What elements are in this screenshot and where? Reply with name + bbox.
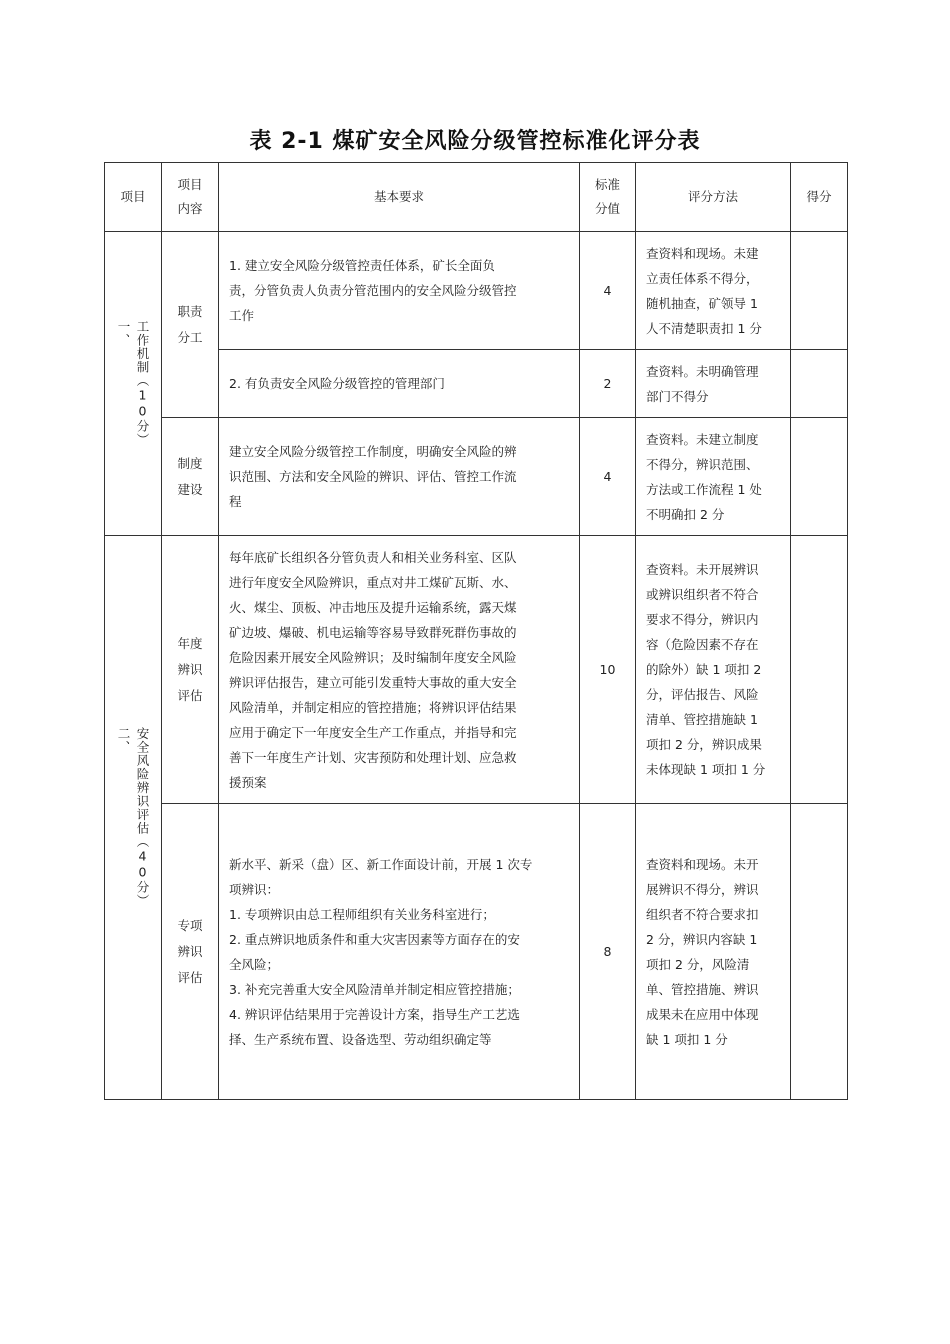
method-cell: 查资料。未开展辨识 或辨识组织者不符合 要求不得分，辨识内 容（危险因素不存在 的除外）缺 1 项扣 2 分，评估报告、风险 清单、管控措施缺 1 项扣 2 分，辨识成果 未体现缺 1 项扣 1 分	[636, 536, 791, 804]
standard-score: 2	[580, 350, 636, 418]
standard-score: 4	[580, 418, 636, 536]
section-label: 二、 安全风险辨识评估（40分）	[105, 536, 162, 1100]
item-content: 年度辨识评估	[162, 536, 219, 804]
method-cell: 查资料。未明确管理 部门不得分	[636, 350, 791, 418]
header-score: 得分	[791, 163, 848, 232]
method-cell: 查资料和现场。未开 展辨识不得分，辨识 组织者不符合要求扣 2 分，辨识内容缺 1 项扣 2 分，风险清 单、管控措施、辨识 成果未在应用中体现 缺 1 项扣 1 分	[636, 804, 791, 1100]
requirement-cell: 建立安全风险分级管控工作制度，明确安全风险的辨 识范围、方法和安全风险的辨识、评估、管控工作流 程	[219, 418, 580, 536]
standard-score: 4	[580, 232, 636, 350]
table-row	[105, 804, 848, 1100]
requirement-cell: 每年底矿长组织各分管负责人和相关业务科室、区队 进行年度安全风险辨识，重点对井工煤矿瓦斯、水、 火、煤尘、顶板、冲击地压及提升运输系统，露天煤 矿边坡、爆破、机电运输等容易导致群死群伤事故的 危险因素开展安全风险辨识；及时编制年度安全风险 辨识评估报告，建立可能引发重特大事故的重大安全 风险清单，并制定相应的管控措施；将辨识评估结果 应用于确定下一年度安全生产工作重点，并指导和完 善下一年度生产计划、灾害预防和处理计划、应急救 援预案	[219, 536, 580, 804]
header-method: 评分方法	[636, 163, 791, 232]
page-title: 表 2-1 煤矿安全风险分级管控标准化评分表	[249, 129, 701, 154]
method-cell: 查资料和现场。未建 立责任体系不得分， 随机抽查，矿领导 1 人不清楚职责扣 1 分	[636, 232, 791, 350]
header-item: 项目	[105, 163, 162, 232]
table-row	[105, 418, 848, 536]
item-content: 制度建设	[162, 418, 219, 536]
header-row	[105, 163, 848, 232]
score-table	[104, 162, 848, 1100]
standard-score: 8	[580, 804, 636, 1100]
score-cell[interactable]	[791, 418, 848, 536]
item-content: 职责分工	[162, 232, 219, 418]
item-content: 专项辨识评估	[162, 804, 219, 1100]
table-row	[105, 232, 848, 350]
score-cell[interactable]	[791, 350, 848, 418]
header-content: 项目内容	[162, 163, 219, 232]
method-cell: 查资料。未建立制度 不得分，辨识范围、 方法或工作流程 1 处 不明确扣 2 分	[636, 418, 791, 536]
table-row	[105, 536, 848, 804]
section-label: 一、 工作机制（10分）	[105, 232, 162, 536]
score-cell[interactable]	[791, 536, 848, 804]
header-requirement: 基本要求	[219, 163, 580, 232]
header-standard: 标准分值	[580, 163, 636, 232]
score-cell[interactable]	[791, 804, 848, 1100]
score-cell[interactable]	[791, 232, 848, 350]
standard-score: 10	[580, 536, 636, 804]
requirement-cell: 1. 建立安全风险分级管控责任体系，矿长全面负 责，分管负责人负责分管范围内的安全风险分级管控 工作	[219, 232, 580, 350]
requirement-cell: 新水平、新采（盘）区、新工作面设计前，开展 1 次专 项辨识： 1. 专项辨识由总工程师组织有关业务科室进行； 2. 重点辨识地质条件和重大灾害因素等方面存在的安 全风险； 3. 补充完善重大安全风险清单并制定相应管控措施； 4. 辨识评估结果用于完善设计方案，指导生产工艺选 择、生产系统布置、设备选型、劳动组织确定等	[219, 804, 580, 1100]
requirement-cell: 2. 有负责安全风险分级管控的管理部门	[219, 350, 580, 418]
